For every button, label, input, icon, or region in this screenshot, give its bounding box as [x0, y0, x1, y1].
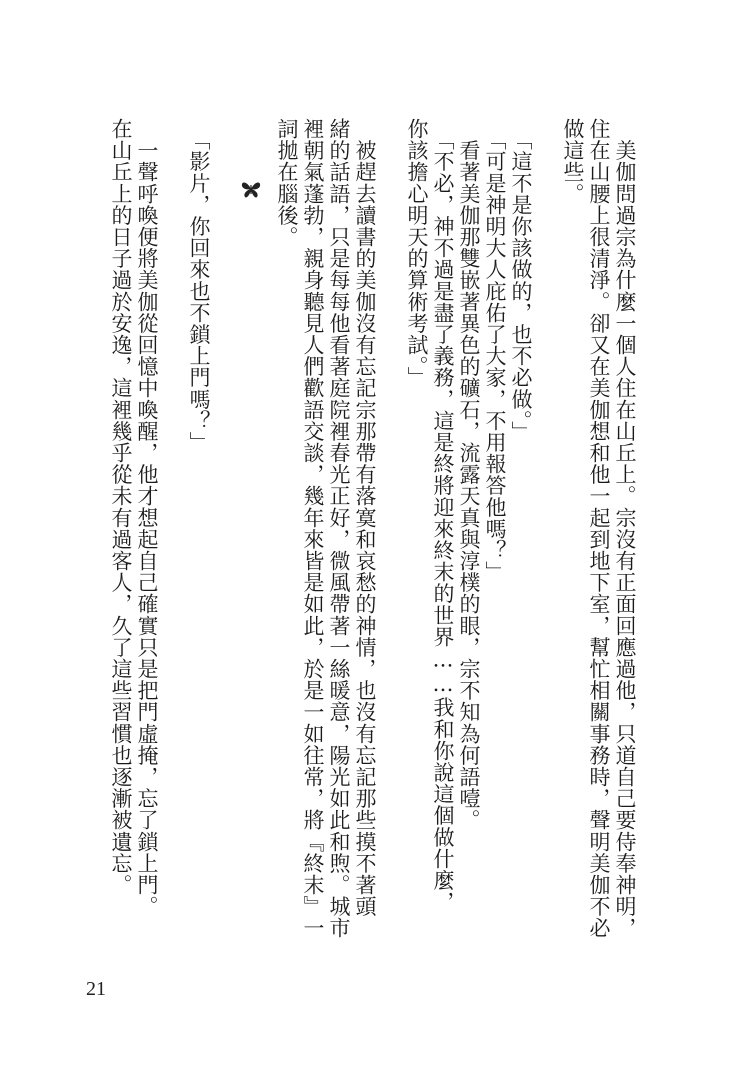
page-number: 21	[86, 978, 106, 1000]
text-column-9: 被趕去讀書的美伽沒有忘記宗那帶有落寞和哀愁的神情，也沒有忘記那些摸不著頭	[353, 118, 377, 918]
text-column-12: 詞拋在腦後。	[275, 118, 299, 248]
text-column-4: 「這不是你該做的，也不必做。」	[509, 118, 533, 443]
butterfly-icon	[240, 178, 262, 200]
text-column-11: 裡朝氣蓬勃，親身聽見人們歡語交談，幾年來皆是如此，於是一如往常，將『終末』一	[301, 118, 325, 939]
text-column-2: 住在山腰上很清淨。卻又在美伽想和他一起到地下室，幫忙相關事務時，聲明美伽不必	[587, 118, 611, 939]
text-column-13: 「影片，你回來也不鎖上門嗎？」	[187, 118, 211, 454]
text-column-5: 「可是神明大人庇佑了大家，不用報答他嗎？」	[483, 118, 507, 583]
text-column-15: 在山丘上的日子過於安逸，這裡幾乎從未有過客人，久了這些習慣也逐漸被遺忘。	[109, 118, 133, 896]
text-column-6: 看著美伽那雙嵌著異色的礦石，流露天真與淳樸的眼，宗不知為何語噎。	[457, 118, 481, 831]
text-column-1: 美伽問過宗為什麼一個人住在山丘上。宗沒有正面回應過他，只道自己要侍奉神明，	[613, 118, 637, 939]
text-column-10: 緒的話語，只是每每他看著庭院裡春光正好，微風帶著一絲暖意，陽光如此和煦。城市	[327, 118, 351, 939]
text-column-14: 一聲呼喚便將美伽從回憶中喚醒，他才想起自己確實只是把門虛掩，忘了鎖上門。	[135, 118, 159, 918]
text-column-3: 做這些。	[561, 118, 585, 205]
text-column-7: 「不必，神不過是盡了義務，這是終將迎來終末的世界……我和你說這個做什麼，	[431, 118, 455, 913]
text-column-8: 你該擔心明天的算術考試。」	[405, 118, 429, 389]
